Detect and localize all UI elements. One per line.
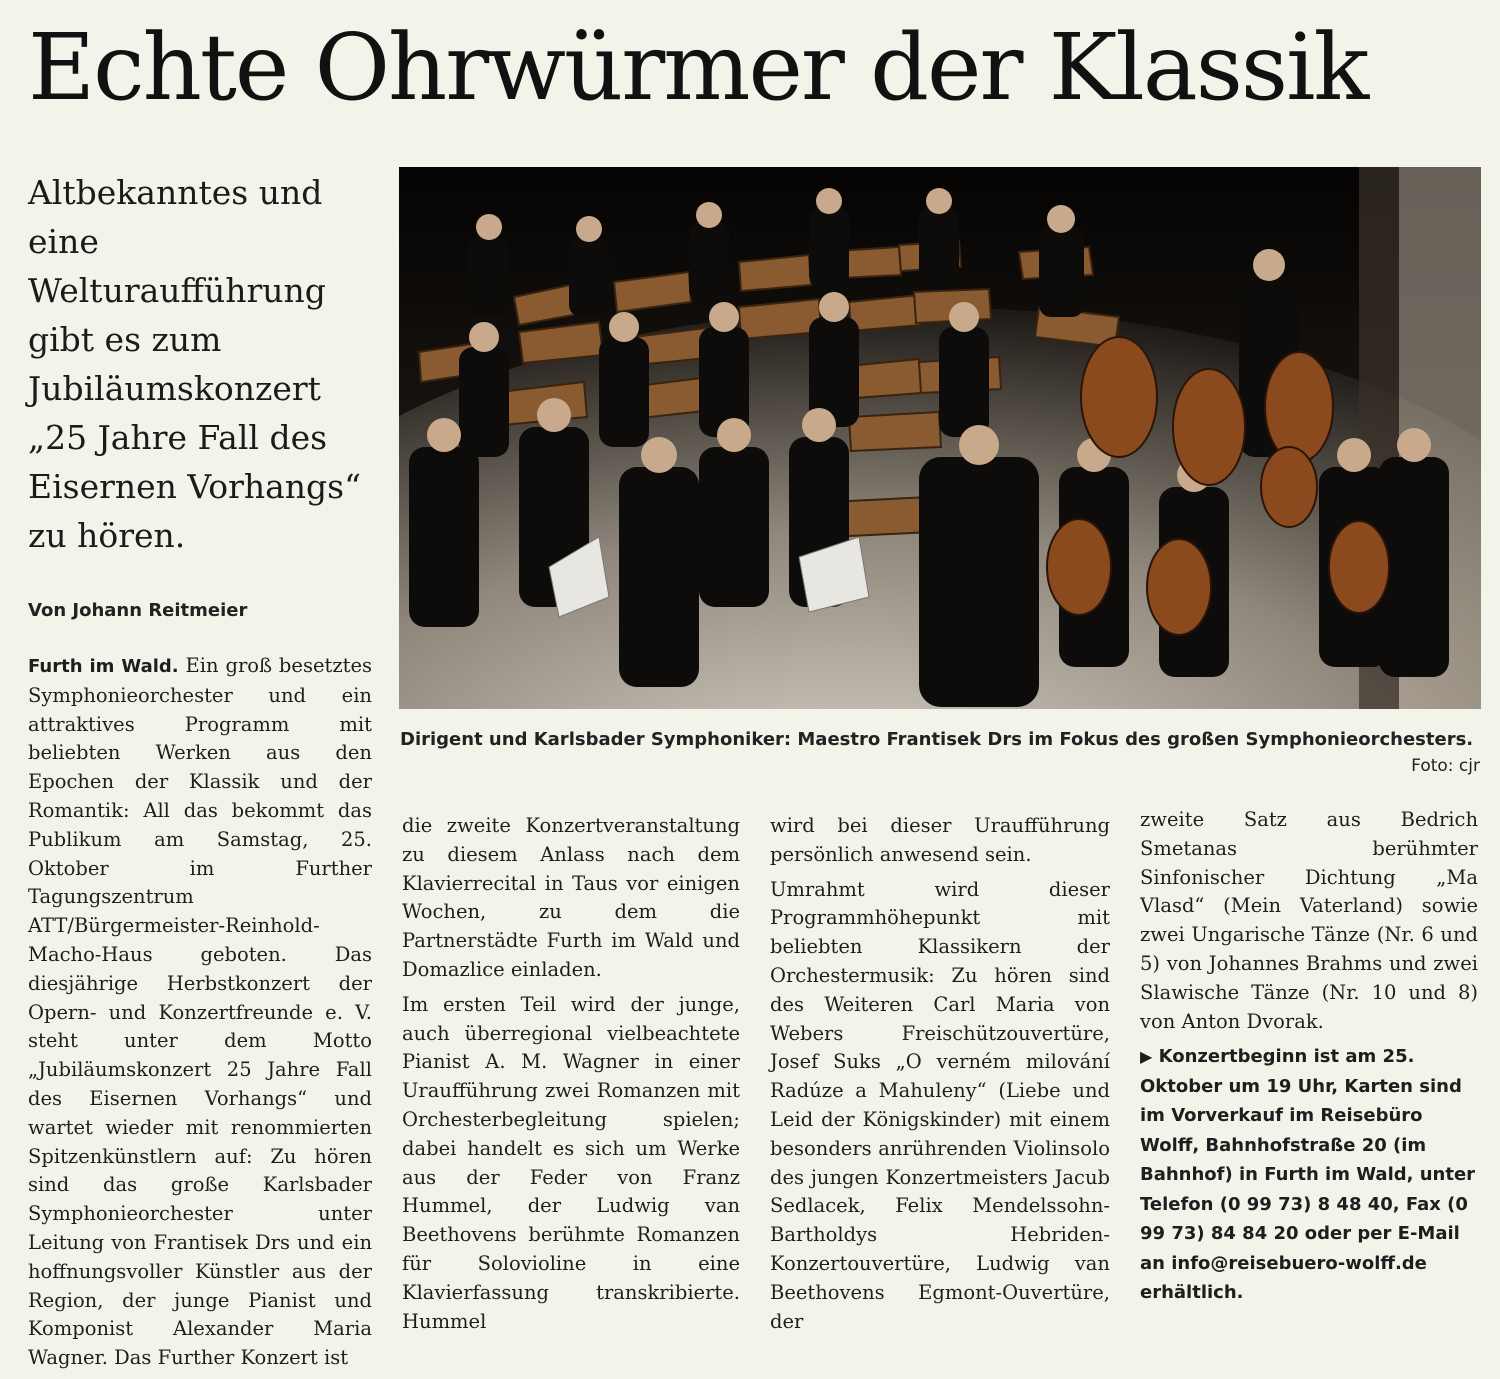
article-column-1 — [28, 652, 372, 1379]
article-column-4 — [1140, 806, 1478, 1314]
article-column-2 — [402, 812, 740, 1342]
article-column-3 — [770, 812, 1110, 1342]
orchestra-illustration — [399, 167, 1481, 709]
headline: Echte Ohrwürmer der Klassik — [28, 14, 1368, 121]
column-2-paragraph-1: die zweite Konzertveranstaltung zu diesem Anlass nach dem Klavierrecital in Taus vor einigen Wochen, zu dem die Partnerstädte Furth im Wald und Domazlice einladen. — [402, 814, 740, 981]
triangle-arrow-icon: ▶ — [1140, 1047, 1153, 1067]
concert-info-text: Konzertbeginn ist am 25. Oktober um 19 Uhr, Karten sind im Vorverkauf im Reisebüro Wolff, Bahnhofstraße 20 (im Bahnhof) in Furth im Wald, unter Telefon (0 99 73) 8 48 40, Fax (0 99 73) 84 84 20 oder per E-Mail an info@reisebuero-wolff.de erhältlich. — [1140, 1046, 1476, 1304]
column-3-paragraph-2: Umrahmt wird dieser Programmhöhepunkt mit beliebten Klassikern der Orchestermusik: Zu hören sind des Weiteren Carl Maria von Webers Freischützouvertüre, Josef Suks „O verném milování Radúze a Mahuleny“ (Liebe und Leid der Königskinder) mit einem besonders anrührenden Violinsolo des jungen Konzertmeisters Jacub Sedlacek, Felix Mendelssohn-Bartholdys Hebriden-Konzertouvertüre, Ludwig van Beethovens Egmont-Ouvertüre, der — [770, 877, 1110, 1333]
concert-info-box — [1140, 1042, 1478, 1308]
subheadline: Altbekanntes und eine Welturaufführung gibt es zum Jubiläumskonzert „25 Jahre Fall des Eisernen Vorhangs“ zu hören. — [28, 173, 361, 555]
photo-credit: Foto: cjr — [1411, 756, 1480, 776]
orchestra-photo — [399, 167, 1481, 709]
photo-caption: Dirigent und Karlsbader Symphoniker: Maestro Frantisek Drs im Fokus des großen Symphonieorchesters. — [400, 729, 1474, 750]
byline: Von Johann Reitmeier — [28, 600, 248, 621]
dateline: Furth im Wald. — [28, 656, 179, 677]
column-4-paragraph-1: zweite Satz aus Bedrich Smetanas berühmter Sinfonischer Dichtung „Ma Vlasd“ (Mein Vaterland) sowie zwei Ungarische Tänze (Nr. 6 und 5) von Johannes Brahms und zwei Slawische Tänze (Nr. 10 und 8) von Anton Dvorak. — [1140, 808, 1478, 1033]
column-3-paragraph-1: wird bei dieser Uraufführung persönlich anwesend sein. — [770, 814, 1110, 866]
column-1-text: Ein groß besetztes Symphonieorchester und ein attraktives Programm mit beliebten Werken aus den Epochen der Klassik und der Romantik: All das bekommt das Publikum am Samstag, 25. Oktober im Further Tagungszentrum ATT/Bürgermeister-Reinhold-Macho-Haus geboten. Das diesjährige Herbstkonzert der Opern- und Konzertfreunde e. V. steht unter dem Motto „Jubiläumskonzert 25 Jahre Fall des Eisernen Vorhangs“ und wartet wieder mit renommierten Spitzenkünstlern auf: Zu hören sind das große Karlsbader Symphonieorchester unter Leitung von Frantisek Drs und ein hoffnungsvoller Künstler aus der Region, der junge Pianist und Komponist Alexander Maria Wagner. Das Further Konzert ist — [28, 654, 372, 1370]
column-2-paragraph-2: Im ersten Teil wird der junge, auch überregional vielbeachtete Pianist A. M. Wagner in einer Uraufführung zwei Romanzen mit Orchesterbegleitung spielen; dabei handelt es sich um Werke aus der Feder von Franz Hummel, der Ludwig van Beethovens berühmte Romanzen für Solovioline in eine Klavierfassung transkribierte. Hummel — [402, 992, 740, 1333]
